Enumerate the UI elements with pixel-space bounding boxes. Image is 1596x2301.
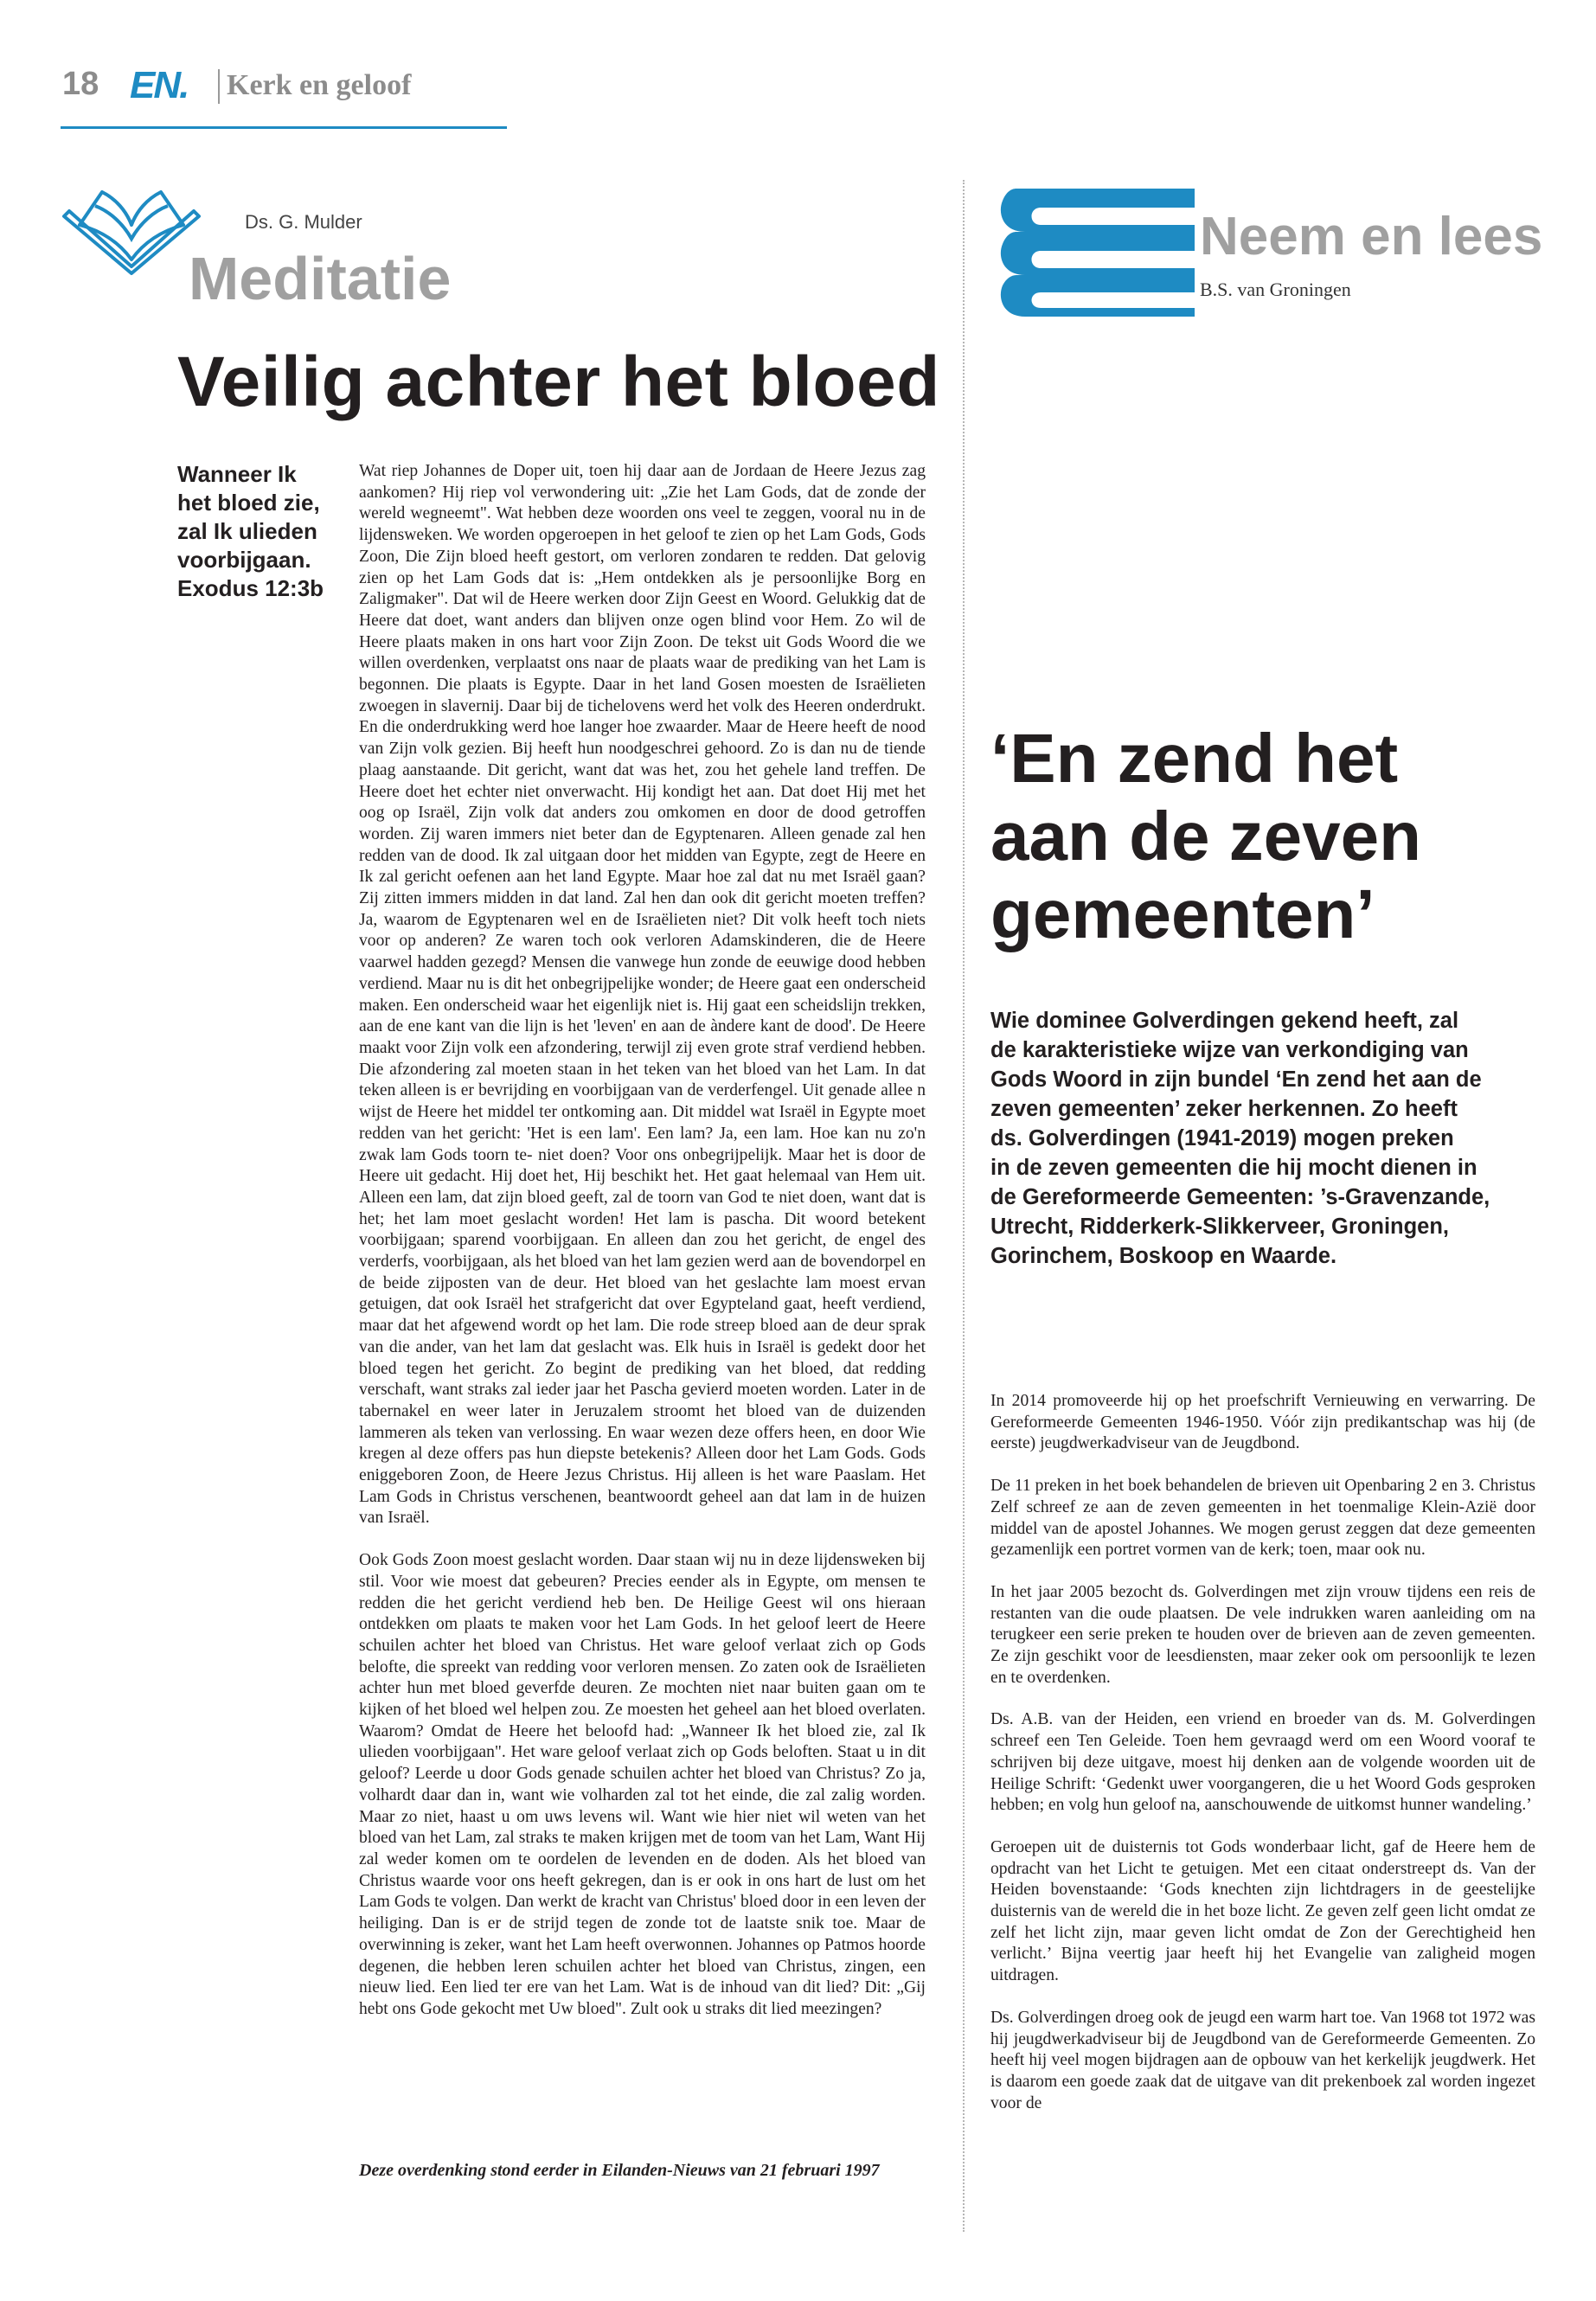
bible-quote [177, 460, 350, 603]
body-paragraph: Ook Gods Zoon moest geslacht worden. Daar staan wij nu in deze lijdensweken bij stil. Voor wie moest dat gebeuren? Precies eender als in Egypte, om mensen te redden die het gericht verdiend heb ben. De Heilige Geest wil ons hieraan ontdekken om plaats te maken voor het Lam Gods. In het geloof leert de Heere schuilen achter het bloed van Christus. Het ware geloof verlaat zich op Gods belofte, die spreekt van redding voor verloren mensen. Zo zaten ook de Israëlieten achter hun met bloed geverfde deuren. Ze mochten niet naar buiten gaan om te kijken of het bloed wel helpen zou. Ze moesten het geheel aan het bloed overlaten. Waarom? Omdat de Heere het beloofd had: „Wanneer Ik het bloed zie, zal Ik ulieden voorbijgaan". Het ware geloof verlaat zich op Gods beloften. Staat u in dit geloof? Leerde u door Gods genade schuilen achter het bloed van Christus? Zo ja, volhardt daar dan in, want wie volharden zal tot het einde, die zal zalig worden. Maar zo niet, haast u om uws levens wil. Want wie hier niet wil weten van het bloed van het Lam, zal straks te maken krijgen met de toom van het Lam, Want Hij zal weder komen om te oordelen de levenden en de doden. Als het bloed van Christus waarde voor ons heeft gekregen, dan is er ook in ons hart de lust om het Lam Gods te volgen. Dan werkt de kracht van Christus' bloed door in een leven der heiliging. Dan is er de strijd tegen de zonde tot de laatste snik toe. Maar de overwinning is zeker, want het Lam heeft overwonnen. Johannes op Patmos hoorde degenen, die hebben leren schuilen achter het bloed van Christus, zingen, een nieuw lied. Een lied ter ere van het Lam. Wat is de inhoud van dit lied? Dit: „Gij hebt ons Gode gekocht met Uw bloed". Zult ook u straks dit lied meezingen? [359, 1551, 926, 2018]
section-kicker: Neem en lees [1200, 207, 1543, 266]
article-title: Veilig achter het bloed [177, 343, 940, 421]
intro-line: in de zeven gemeenten die hij mocht dienen in [990, 1156, 1477, 1180]
body-paragraph: In het jaar 2005 bezocht ds. Golverdingen met zijn vrouw tijdens een reis de restanten van die oude plaatsen. De vele indrukken waren aanleiding om na terugkeer een serie preken te houden over de brieven aan de zeven gemeenten. Ze zijn geschikt voor de leesdiensten, maar zeker ook om persoonlijk te lezen en te overdenken. [990, 1582, 1535, 1687]
column-divider [963, 180, 965, 2232]
brand-logo: EN. [130, 64, 189, 106]
quote-line: Wanneer Ik [177, 461, 297, 487]
intro-line: ds. Golverdingen (1941-2019) mogen preken [990, 1126, 1454, 1150]
quote-line: zal Ik ulieden [177, 518, 317, 544]
article-intro [990, 1006, 1544, 1271]
title-line: aan de zeven [990, 798, 1422, 875]
article-body [359, 461, 926, 2041]
quote-line: het bloed zie, [177, 490, 320, 516]
article-author: B.S. van Groningen [1200, 279, 1351, 300]
article-body [990, 1391, 1535, 2135]
intro-line: de karakteristieke wijze van verkondiging van [990, 1038, 1469, 1062]
page-number: 18 [62, 66, 99, 102]
article-author: Ds. G. Mulder [245, 211, 362, 233]
quote-line: voorbijgaan. [177, 547, 311, 573]
quote-reference: Exodus 12:3b [177, 575, 324, 601]
body-paragraph: De 11 preken in het boek behandelen de brieven uit Openbaring 2 en 3. Christus Zelf schreef ze aan de zeven gemeenten in het toenmalige Klein-Azië door middel van de apostel Johannes. We mogen gerust zeggen dat deze gemeenten gezamenlijk een portret vormen van de kerk; toen, maar ook nu. [990, 1477, 1535, 1560]
body-paragraph: Geroepen uit de duisternis tot Gods wonderbaar licht, gaf de Heere hem de opdracht van het Licht te getuigen. Met een citaat onderstreept ds. Van der Heiden bovenstaande: ‘Gods knechten zijn lichtdragers in de geestelijke duisternis van de wereld die in het boze licht. Ze geven zelf geen licht omdat ze zelf het licht zijn, maar geven licht omdat de Zon der Gerechtigheid hen verlicht.’ Bijna veertig jaar heeft hij het Evangelie van zaligheid mogen uitdragen. [990, 1837, 1535, 1985]
title-line: gemeenten’ [990, 875, 1375, 952]
intro-line: de Gereformeerde Gemeenten: ’s-Gravenzande, [990, 1185, 1490, 1209]
body-paragraph: Ds. A.B. van der Heiden, een vriend en broeder van ds. M. Golverdingen schreef een Ten Geleide. Toen hem gevraagd werd om een Woord vooraf te schrijven bij deze uitgave, moest hij denken aan de volgende woorden uit de Heilige Schrift: ‘Gedenkt uwer voorgangeren, die u het Woord Gods gesproken hebben; en volg hun geloof na, aanschouwende de uitkomst hunner wandeling.’ [990, 1710, 1535, 1815]
body-paragraph: Wat riep Johannes de Doper uit, toen hij daar aan de Jordaan de Heere Jezus zag aankomen? Hij riep vol verwondering uit: „Zie het Lam Gods, dat de zonde der wereld wegneemt". Wat hebben deze woorden ons veel te zeggen, vooral nu in de lijdensweken. We worden opgeroepen in het geloof te zien op het Lam Gods, Gods Zoon, Die Zijn bloed heeft gestort, om verloren zondaren te redden. Dat gelovig zien op het Lam Gods dat is: „Hem ontdekken als je persoonlijke Borg en Zaligmaker". Dat wil de Heere werken door Zijn Geest en Woord. Gelukkig dat de Heere dat doet, want anders dan blijven onze ogen blind voor Hem. Zo wil de Heere plaats maken in ons hart voor Zijn Zoon. De tekst uit Gods Woord die we willen overdenken, verplaatst ons naar de plaats waar de prediking van het Lam is begonnen. Die plaats is Egypte. Daar in het land Gosen moesten de Israëlieten zwoegen in slavernij. Daar bij de tichelovens werd het volk des Heeren onderdrukt. En die onderdrukking werd hoe langer hoe zwaarder. Maar de Heere heeft de nood van Zijn volk gezien. Bij heeft hun noodgeschrei gehoord. Zo is dan nu de tiende plaag aanstaande. Dit gericht, want dat was het, zou het gehele land treffen. De Heere doet het echter niet onverwacht. Hij kondigt het aan. Dat doet Hij met het oog op Israël, Zijn volk dat anders zou omkomen en door de dood getroffen worden. Zij waren immers niet beter dan de Egyptenaren. Alleen genade zal hen redden van de dood. Ik zal uitgaan door het midden van Egypte, zegt de Heere en Ik zal gericht oefenen aan het land Egypte. Maar hoe zal dat nu met Israël gaan? Zij zitten immers midden in dat land. Zal hen dan ook dit gericht moeten treffen? Ja, waarom de Egyptenaren wel en de Israëlieten niet? Dit volk heeft toch niets voor op anderen? Ze waren toch ook verloren Adamskinderen, die de Heere vaarwel hadden gezegd? Mensen die vanwege hun zonde de eeuwige dood hebben verdiend. Maar nu is dit het onbegrijpelijke wonder; de Heere gaat een onderscheid maken. Een onderscheid waar het eigenlijk niet is. Hij gaat een scheidslijn trekken, aan de ene kant van die lijn is het 'leven' en aan de àndere kant de dood'. De Heere maakt voor Zijn volk een afzondering, terwijl zij even grote straf verdiend hebben. Die afzondering zal moeten staan in het teken van het bloed van het Lam. In dat teken alleen is er bevrijding en voorbijgaan van de verderfengel. Uit genade allee n wijst de Heere het middel ter ontkoming aan. Dit middel wat Israël in Egypte moet redden van het gericht: 'Het is een lam'. Een lam? Ja, een lam. Hoe kan nu zo'n zwak lam Gods toorn te- niet doen? Voor ons onbegrijpelijk. Maar het is door de Heere uit gedacht. Hij doet het, Hij beschikt het. Het gaat helemaal van Hem uit. Alleen een lam, dat zijn bloed geeft, zal de toorn van God te niet doen, want dat is het; het lam moet geslacht worden! Het lam is pascha. Dit woord betekent voorbijgaan; sparend voorbijgaan. En alleen dan zou het gericht, de engel des verderfs, voorbijgaan, als het bloed van het lam gezien werd aan de bovendorpel en de beide zijposten van de deur. Het bloed van het geslachte lam moest ervan getuigen, dat ook Israël het strafgericht dat over Egypteland gaat, heeft verdiend, maar dat het afgewend wordt op het lam. Die rode streep bloed aan de deur sprak van die ander, van het lam dat geslacht was. Elk huis in Israël is gedekt door het bloed tegen het gericht. Zo begint de prediking van het bloed, dat redding verschaft, want straks zal ieder jaar het Pascha gevierd moeten worden. Later in de tabernakel en weer later in Jeruzalem stroomt het bloed van de duizenden lammeren als teken van verlossing. En waar wezen deze offers heen, en door Wie kregen al deze offers pas hun diepste betekenis? Alleen door het Lam Gods. Gods eniggeboren Zoon, de Heere Jezus Christus. Hij alleen is het ware Paaslam. Het Lam Gods in Christus verschenen, beantwoordt geheel aan dat lam in de huizen van Israël. [359, 462, 926, 1528]
intro-line: zeven gemeenten’ zeker herkennen. Zo heeft [990, 1097, 1458, 1121]
intro-line: Utrecht, Ridderkerk-Slikkerveer, Groningen, [990, 1215, 1450, 1239]
intro-line: Gods Woord in zijn bundel ‘En zend het aan de [990, 1067, 1482, 1092]
stacked-books-icon [990, 182, 1202, 320]
section-label: Kerk en geloof [227, 69, 412, 101]
article-title [990, 720, 1553, 953]
intro-line: Wie dominee Golverdingen gekend heeft, zal [990, 1009, 1459, 1033]
body-paragraph: In 2014 promoveerde hij op het proefschrift Vernieuwing en verwarring. De Gereformeerde Gemeenten 1946-1950. Vóór zijn predikantschap was hij (de eerste) jeugdwerkadviseur van de Jeugdbond. [990, 1392, 1535, 1453]
intro-line: Gorinchem, Boskoop en Waarde. [990, 1244, 1337, 1268]
header-rule [61, 126, 507, 129]
source-note: Deze overdenking stond eerder in Eilanden-Nieuws van 21 februari 1997 [359, 2161, 880, 2180]
open-book-heart-icon [61, 180, 203, 275]
title-line: ‘En zend het [990, 720, 1399, 797]
body-paragraph: Ds. Golverdingen droeg ook de jeugd een warm hart toe. Van 1968 tot 1972 was hij jeugdwerkadviseur bij de Jeugdbond van de Gereformeerde Gemeenten. Zo heeft hij veel mogen bijdragen aan de opbouw van het kerkelijk jeugdwerk. Het is daarom een goede zaak dat de uitgave van dit prekenboek zal worden ingezet voor de [990, 2008, 1535, 2112]
section-kicker: Meditatie [189, 245, 452, 312]
header-divider [218, 69, 220, 104]
